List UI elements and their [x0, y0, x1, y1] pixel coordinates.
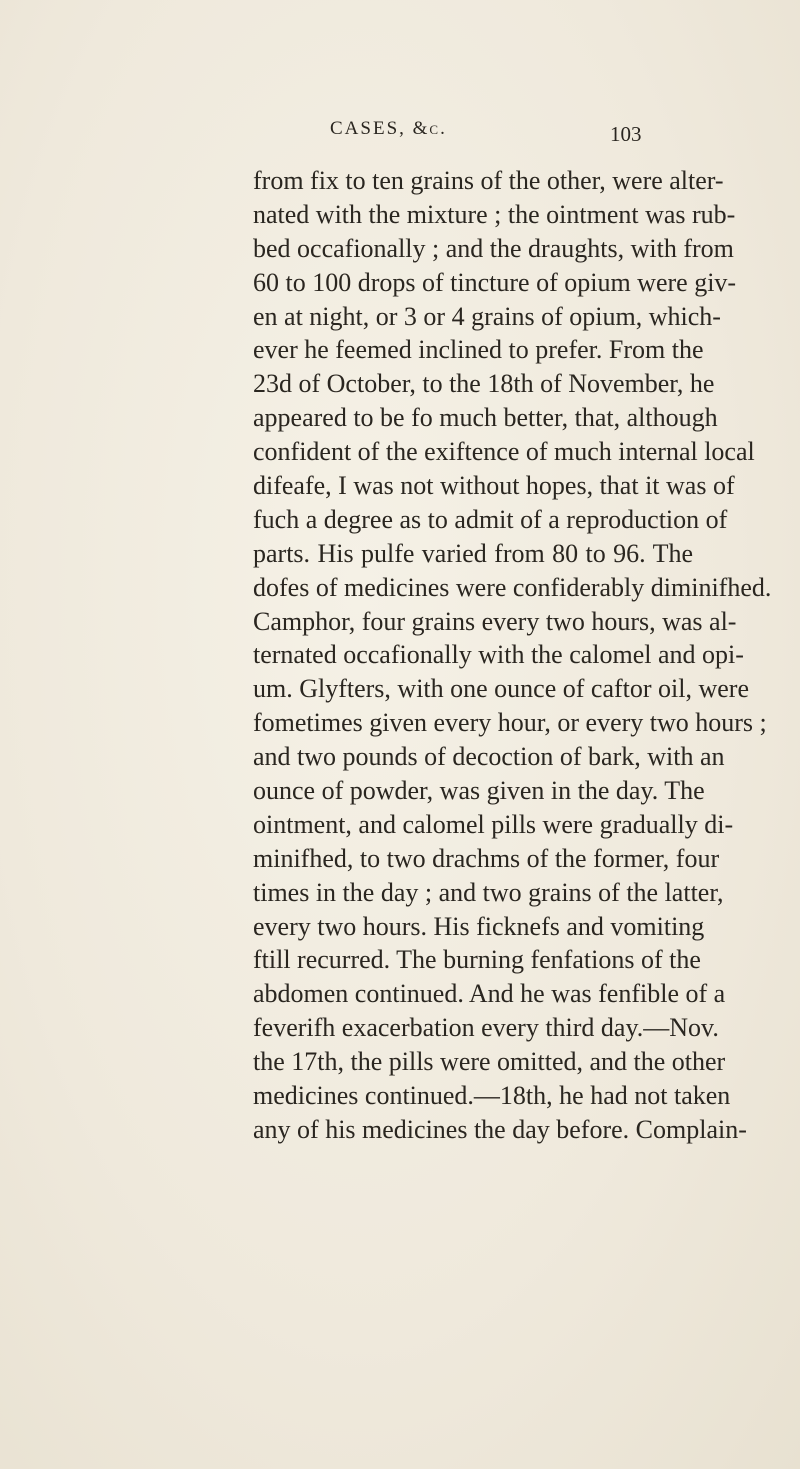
text-line: the 17th, the pills were omitted, and the other	[253, 1047, 726, 1077]
text-line: abdomen continued. And he was fenfible of a	[253, 979, 726, 1009]
text-line: ternated occafionally with the calomel and opi-	[253, 640, 744, 670]
text-line: 60 to 100 drops of tincture of opium were giv-	[253, 267, 737, 297]
text-line: ever he feemed inclined to prefer. From the	[253, 335, 704, 365]
text-line: en at night, or 3 or 4 grains of opium, which-	[253, 301, 721, 331]
text-line: appeared to be fo much better, that, although	[253, 403, 718, 433]
text-line: dofes of medicines were confiderably diminifhed.	[253, 572, 772, 602]
text-line: difeafe, I was not without hopes, that it was of	[253, 471, 735, 501]
running-head-title: CASES, &c.	[330, 118, 447, 139]
text-line: 23d of October, to the 18th of November, he	[253, 369, 715, 399]
text-line: every two hours. His ficknefs and vomiting	[253, 911, 705, 941]
text-line: parts. His pulfe varied from 80 to 96. The	[253, 538, 693, 568]
text-line: Camphor, four grains every two hours, was al-	[253, 606, 737, 636]
text-line: bed occafionally ; and the draughts, with from	[253, 233, 734, 263]
text-line: times in the day ; and two grains of the latter,	[253, 877, 724, 907]
text-line: um. Glyfters, with one ounce of caftor oil, were	[253, 674, 750, 704]
text-line: ounce of powder, was given in the day. The	[253, 776, 705, 806]
text-line: feverifh exacerbation every third day.—Nov.	[253, 1013, 719, 1043]
page-number: 103	[610, 122, 642, 146]
running-head	[0, 118, 800, 158]
text-line: and two pounds of decoction of bark, with an	[253, 742, 725, 772]
text-line: fuch a degree as to admit of a reproduction of	[253, 504, 728, 534]
text-line: ftill recurred. The burning fenfations of the	[253, 945, 701, 975]
text-line: medicines continued.—18th, he had not taken	[253, 1081, 731, 1111]
text-line: from fix to ten grains of the other, were alter-	[253, 166, 724, 195]
text-line: confident of the exiftence of much internal local	[253, 437, 755, 467]
text-line: minifhed, to two drachms of the former, four	[253, 843, 720, 873]
text-line: nated with the mixture ; the ointment was rub-	[253, 199, 736, 229]
text-line: any of his medicines the day before. Complain-	[253, 1114, 747, 1144]
text-line: ointment, and calomel pills were gradually di-	[253, 809, 734, 839]
text-line: fometimes given every hour, or every two hours ;	[253, 708, 767, 738]
body-text	[253, 164, 772, 1147]
